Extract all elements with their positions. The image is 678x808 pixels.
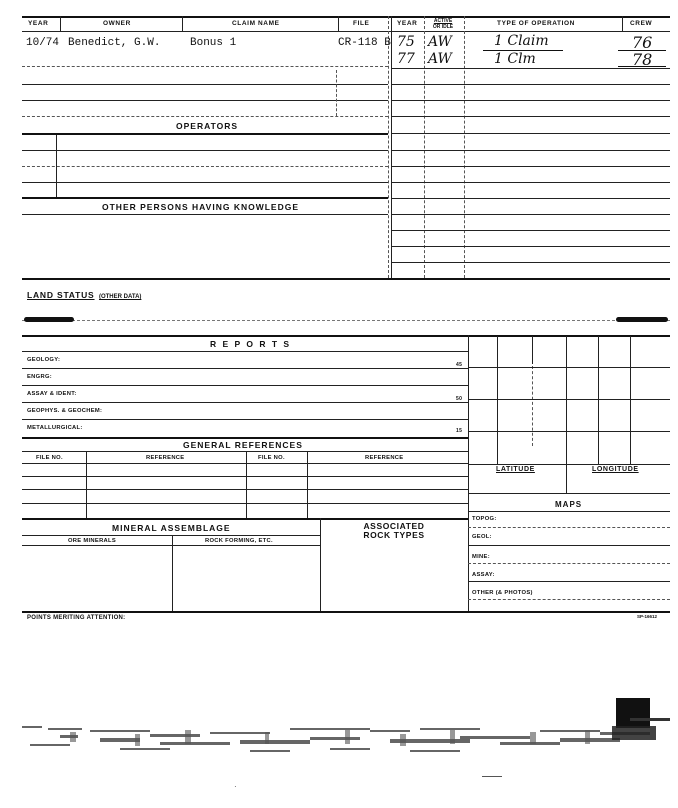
- map-geol: GEOL:: [472, 534, 492, 540]
- hole-punch-mark: [24, 317, 74, 322]
- row-line: [22, 489, 468, 490]
- header-top-rule: [22, 16, 670, 18]
- col-year-header: YEAR: [28, 20, 49, 27]
- land-status-label: LAND STATUS: [27, 290, 95, 300]
- activity-year-1: 75: [397, 34, 415, 50]
- other-persons-heading: OTHER PERSONS HAVING KNOWLEDGE: [102, 202, 300, 212]
- row-line: [392, 84, 670, 85]
- divider: [246, 451, 247, 518]
- grid-line: [468, 399, 670, 400]
- mineral-assemblage-rule: [22, 518, 468, 520]
- ref-file-no-header: FILE NO.: [36, 455, 63, 461]
- row-line: [22, 368, 468, 369]
- ref-file-no2-header: FILE NO.: [258, 455, 285, 461]
- form-number: SP-16612: [637, 614, 658, 619]
- report-assay: ASSAY & IDENT:: [27, 391, 77, 397]
- row-line: [22, 463, 468, 464]
- row-line: [392, 100, 670, 101]
- row-line: [22, 503, 468, 504]
- row-line: [392, 262, 670, 263]
- grid-line: [468, 493, 670, 494]
- ref-reference-header: REFERENCE: [146, 455, 185, 461]
- active-label: ACTIVE: [433, 18, 453, 24]
- activity-operation-2: 1 Clm: [494, 51, 536, 67]
- row-line: [468, 527, 670, 528]
- ref-reference2-header: REFERENCE: [365, 455, 404, 461]
- operators-rule: [22, 133, 388, 135]
- divider: [320, 518, 321, 611]
- grid-line: [532, 336, 533, 364]
- entry-file: CR-118 B: [338, 37, 391, 49]
- associated-label: ASSOCIATED: [363, 521, 425, 531]
- grid-line: [630, 336, 631, 464]
- divider: [424, 16, 425, 278]
- divider: [338, 16, 339, 31]
- row-line: [392, 166, 670, 167]
- row-line: [392, 150, 670, 151]
- divider: [622, 16, 623, 31]
- divider: [391, 16, 392, 278]
- report-geology: GEOLOGY:: [27, 357, 61, 363]
- activity-status-1: AW: [428, 34, 452, 50]
- report-geophys: GEOPHYS. & GEOCHEM:: [27, 408, 103, 414]
- handwriting-underline: [483, 50, 563, 51]
- grid-line: [598, 336, 599, 464]
- activity-crew-2: 78: [632, 50, 653, 69]
- idle-label: OR IDLE: [432, 24, 454, 30]
- reports-heading: R E P O R T S: [210, 339, 292, 349]
- report-number: 15: [456, 428, 463, 434]
- scan-speck: ·: [234, 782, 237, 791]
- land-status-line: [22, 320, 670, 321]
- divider: [307, 451, 308, 518]
- row-line: [22, 116, 388, 117]
- col-type-header: TYPE OF OPERATION: [497, 20, 575, 27]
- map-assay: ASSAY:: [472, 572, 495, 578]
- associated-rock-types-heading: [340, 522, 448, 540]
- row-line: [22, 150, 388, 151]
- section-rule: [22, 197, 388, 199]
- row-line: [392, 246, 670, 247]
- mineral-assemblage-heading: MINERAL ASSEMBLAGE: [112, 523, 231, 533]
- general-references-heading: GENERAL REFERENCES: [183, 440, 303, 450]
- latitude-label: LATITUDE: [496, 466, 535, 473]
- land-status-sub: (OTHER DATA): [98, 294, 142, 300]
- activity-year-2: 77: [397, 51, 415, 67]
- row-line: [468, 563, 670, 564]
- divider: [86, 451, 87, 518]
- col-file-header: FILE: [353, 20, 370, 27]
- row-line: [392, 198, 670, 199]
- col-crew-header: CREW: [630, 20, 653, 27]
- operators-heading: OPERATORS: [176, 121, 239, 131]
- row-line: [22, 166, 388, 167]
- col-owner-header: OWNER: [103, 20, 131, 27]
- entry-claim: Bonus 1: [190, 37, 237, 49]
- row-line: [392, 68, 670, 69]
- longitude-label: LONGITUDE: [592, 466, 639, 473]
- row-line: [22, 476, 468, 477]
- handwriting-underline: [618, 50, 666, 51]
- row-line: [22, 351, 468, 352]
- entry-date: 10/74: [26, 37, 60, 49]
- report-metallurgical: METALLURGICAL:: [27, 425, 83, 431]
- row-line: [392, 133, 670, 134]
- general-references-rule: [22, 437, 468, 439]
- row-line: [22, 214, 388, 215]
- divider: [60, 16, 61, 31]
- bottom-rule: [22, 611, 670, 613]
- map-topog: TOPOG:: [472, 516, 497, 522]
- report-number: 50: [456, 396, 463, 402]
- activity-status-2: AW: [428, 51, 452, 67]
- divider: [172, 535, 173, 611]
- divider: [464, 16, 465, 278]
- row-line: [22, 402, 468, 403]
- col-claim-name-header: CLAIM NAME: [232, 20, 280, 27]
- activity-operation-1: 1 Claim: [494, 33, 549, 49]
- row-line: [22, 100, 388, 101]
- divider: [56, 135, 57, 197]
- row-line: [22, 66, 388, 67]
- row-line: [392, 230, 670, 231]
- row-line: [468, 545, 670, 546]
- row-line: [22, 182, 388, 183]
- header-bottom-rule: [22, 31, 670, 32]
- divider: [182, 16, 183, 31]
- row-line: [468, 511, 670, 512]
- grid-line: [468, 367, 670, 368]
- map-other: OTHER (& PHOTOS): [472, 590, 533, 596]
- section-rule: [22, 278, 670, 280]
- grid-line: [532, 366, 533, 446]
- rock-types-label: ROCK TYPES: [363, 530, 425, 540]
- report-engrg: ENGRG:: [27, 374, 52, 380]
- row-line: [468, 599, 670, 600]
- col-active-header: [427, 18, 459, 30]
- divider: [336, 70, 337, 116]
- row-line: [22, 385, 468, 386]
- row-line: [392, 182, 670, 183]
- row-line: [468, 581, 670, 582]
- activity-crew-1: 76: [632, 33, 653, 52]
- divider: [468, 335, 469, 611]
- grid-line: [468, 464, 670, 465]
- hole-punch-mark: [616, 317, 668, 322]
- scan-smear: [0, 690, 678, 780]
- reports-top-rule: [22, 335, 670, 337]
- col-year2-header: YEAR: [397, 20, 418, 27]
- ore-minerals-header: ORE MINERALS: [68, 538, 117, 544]
- row-line: [392, 214, 670, 215]
- row-line: [22, 545, 320, 546]
- map-mine: MINE:: [472, 554, 490, 560]
- row-line: [392, 116, 670, 117]
- row-line: [22, 451, 468, 452]
- scan-speck: [482, 776, 502, 777]
- points-meriting-attention-label: POINTS MERITING ATTENTION:: [27, 615, 126, 621]
- row-line: [22, 419, 468, 420]
- report-number: 45: [456, 362, 463, 368]
- land-status-heading: [27, 285, 141, 303]
- rock-forming-header: ROCK FORMING, ETC.: [205, 538, 273, 544]
- maps-heading: MAPS: [555, 500, 583, 509]
- handwriting-underline: [618, 66, 666, 67]
- entry-owner: Benedict, G.W.: [68, 37, 161, 49]
- grid-line: [566, 336, 567, 493]
- row-line: [22, 535, 320, 536]
- grid-line: [497, 336, 498, 464]
- grid-line: [468, 431, 670, 432]
- row-line: [22, 84, 388, 85]
- divider: [388, 16, 389, 278]
